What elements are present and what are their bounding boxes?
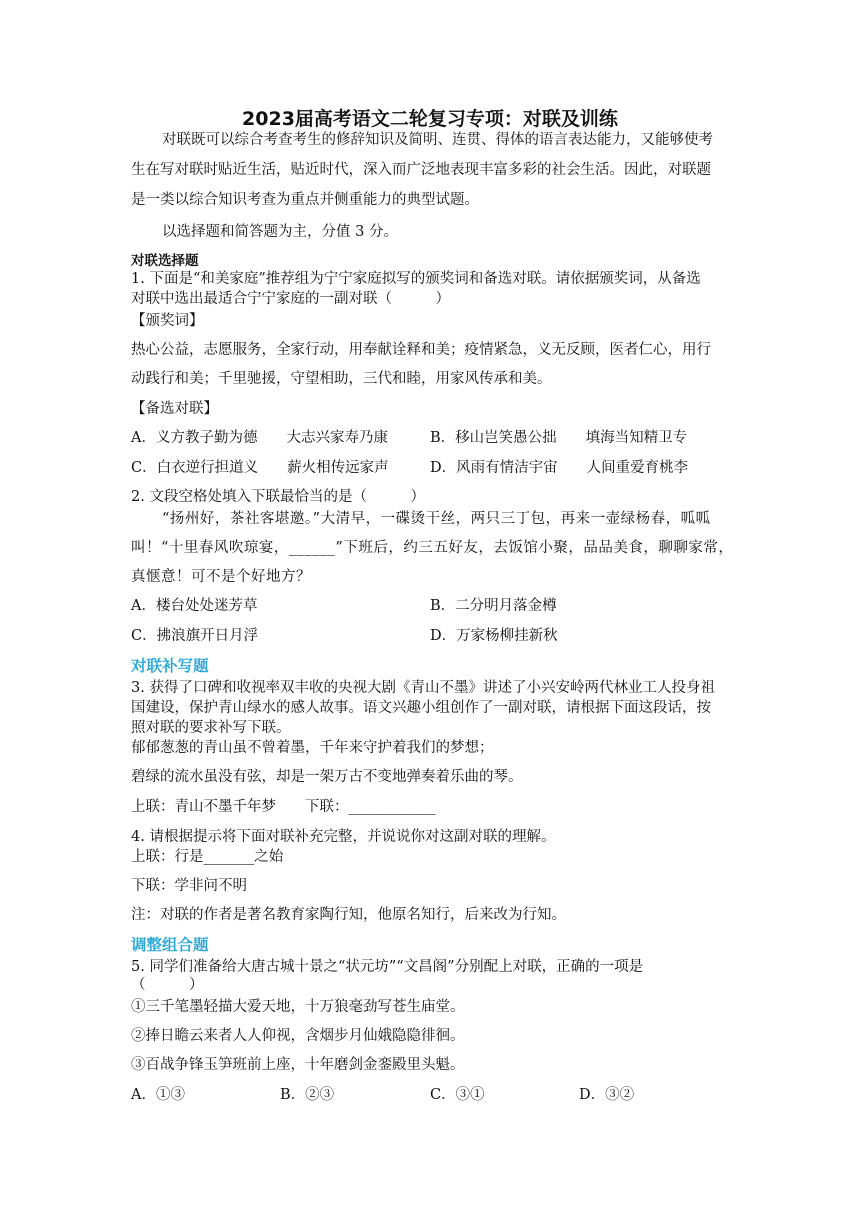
candidate-heading: 【备选对联】 bbox=[131, 401, 218, 417]
question-4-text: 4. 请根据提示将下面对联补充完整，并说说你对这副对联的理解。 bbox=[131, 829, 556, 845]
question-3-text: 碧绿的流水虽没有弦，却是一架万古不变地弹奏着乐曲的琴。 bbox=[131, 769, 523, 785]
section-heading-choice: 对联选择题 bbox=[131, 253, 199, 269]
option-a: A．义方教子勤为德 大志兴家寿乃康 bbox=[131, 430, 388, 446]
question-4-lower-couplet: 下联：学非问不明 bbox=[131, 878, 247, 894]
question-2-passage: 真惬意！可不是个好地方？ bbox=[131, 569, 311, 585]
option-b: B．移山岂笑愚公拙 填海当知精卫专 bbox=[430, 430, 688, 446]
option-d: D．③② bbox=[579, 1087, 635, 1103]
option-a: A．楼台处处迷芳草 bbox=[131, 598, 258, 614]
question-4-note: 注：对联的作者是著名教育家陶行知，他原名知行，后来改为行知。 bbox=[131, 907, 566, 923]
question-1-text: 对联中选出最适合宁宁家庭的一副对联（ ） bbox=[131, 291, 450, 307]
question-5-text: 5. 同学们准备给大唐古城十景之“状元坊”“文昌阁”分别配上对联，正确的一项是 bbox=[131, 959, 644, 975]
section-heading-combine: 调整组合题 bbox=[131, 936, 209, 954]
couplet-item: ②捧日瞻云来者人人仰视，含烟步月仙娥隐隐徘徊。 bbox=[131, 1028, 465, 1044]
option-c: C．白衣逆行担道义 薪火相传远家声 bbox=[131, 460, 389, 476]
option-b: B．二分明月落金樽 bbox=[430, 598, 557, 614]
question-3-text: 3. 获得了口碑和收视率双丰收的央视大剧《青山不墨》讲述了小兴安岭两代林业工人投身祖 bbox=[131, 680, 715, 696]
page-title: 2023届高考语文二轮复习专项：对联及训练 bbox=[242, 108, 618, 130]
intro-paragraph-line: 对联既可以综合考查考生的修辞知识及简明、连贯、得体的语言表达能力，又能够使考 bbox=[162, 132, 713, 148]
award-heading: 【颁奖词】 bbox=[131, 313, 204, 329]
question-3-text: 国建设，保护青山绿水的感人故事。语文兴趣小组创作了一副对联，请根据下面这段话，按 bbox=[131, 700, 711, 716]
option-c: C．③① bbox=[430, 1087, 485, 1103]
question-2-passage: 叫！“十里春风吹琼宴，______”下班后，约三五好友，去饭馆小聚，品品美食，聊聊家常， bbox=[131, 540, 734, 556]
intro-score-note: 以选择题和简答题为主，分值 3 分。 bbox=[162, 224, 398, 240]
question-4-upper-couplet: 上联：行是_______之始 bbox=[131, 849, 284, 865]
question-5-text: （ ） bbox=[131, 977, 204, 993]
award-text-line: 热心公益，志愿服务，全家行动，用奉献诠释和美；疫情紧急，义无反顾，医者仁心，用行 bbox=[131, 342, 711, 358]
question-2-text: 2. 文段空格处填入下联最恰当的是（ ） bbox=[131, 489, 425, 505]
intro-paragraph-line: 是一类以综合知识考查为重点并侧重能力的典型试题。 bbox=[131, 192, 479, 208]
option-d: D．风雨有情洁宇宙 人间重爱育桃李 bbox=[430, 460, 689, 476]
option-b: B．②③ bbox=[280, 1087, 335, 1103]
couplet-item: ①三千笔墨轻描大爱天地，十万狼毫劲写苍生庙堂。 bbox=[131, 999, 465, 1015]
option-c: C．拂浪旗开日月浮 bbox=[131, 628, 259, 644]
question-1-text: 1. 下面是“和美家庭”推荐组为宁宁家庭拟写的颁奖词和备选对联。请依据颁奖词，从备选 bbox=[131, 271, 701, 287]
question-3-couplet: 上联：青山不墨千年梦 下联：____________ bbox=[131, 799, 436, 815]
question-3-text: 郁郁葱葱的青山虽不曾着墨，千年来守护着我们的梦想； bbox=[131, 740, 494, 756]
question-2-passage: “扬州好，茶社客堪邀。”大清早，一碟烫干丝，两只三丁包，再来一壶绿杨春，呱呱 bbox=[162, 511, 711, 527]
intro-paragraph-line: 生在写对联时贴近生活，贴近时代，深入而广泛地表现丰富多彩的社会生活。因此，对联题 bbox=[131, 162, 711, 178]
couplet-item: ③百战争锋玉笋班前上座，十年磨剑金銮殿里头魁。 bbox=[131, 1057, 465, 1073]
question-3-text: 照对联的要求补写下联。 bbox=[131, 720, 291, 736]
award-text-line: 动践行和美；千里驰援，守望相助，三代和睦，用家风传承和美。 bbox=[131, 371, 552, 387]
option-a: A．①③ bbox=[131, 1087, 185, 1103]
option-d: D．万家杨柳挂新秋 bbox=[430, 628, 558, 644]
section-heading-fill: 对联补写题 bbox=[131, 657, 209, 675]
